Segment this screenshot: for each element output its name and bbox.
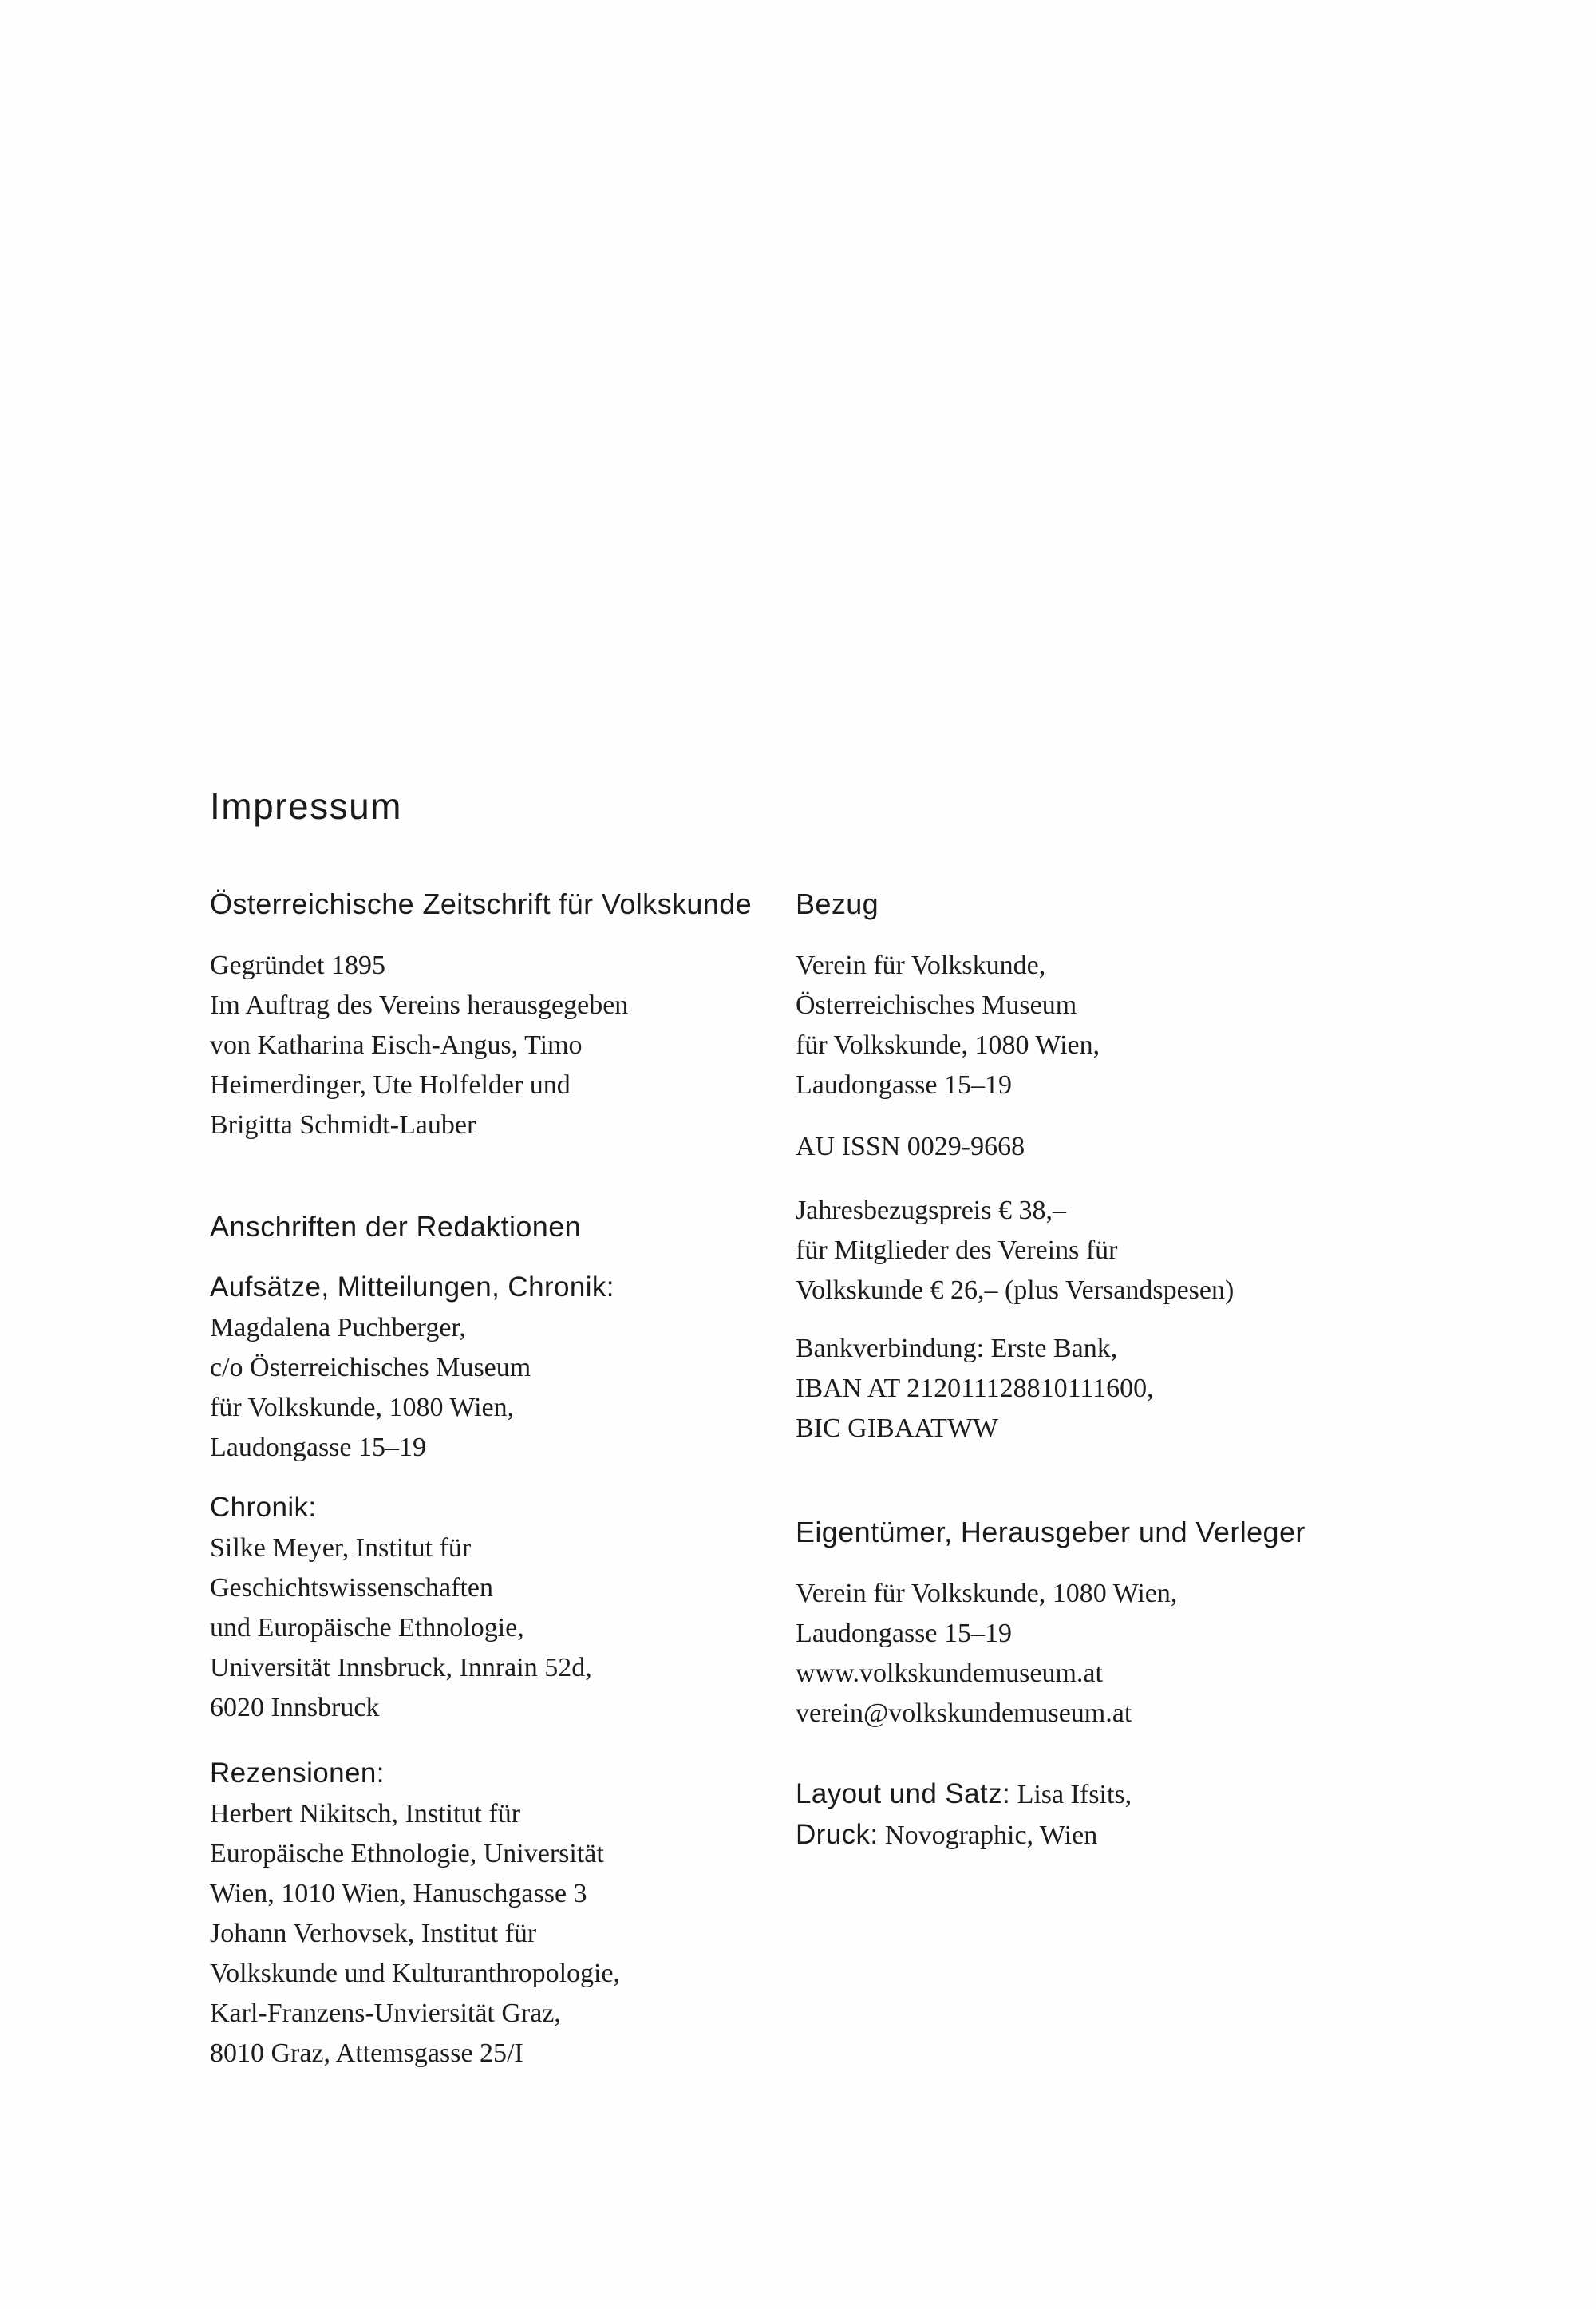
founding-line: Brigitta Schmidt-Lauber xyxy=(210,1110,476,1140)
print-value: Novographic, Wien xyxy=(885,1821,1098,1850)
founding-line: Im Auftrag des Vereins herausgegeben xyxy=(210,990,629,1020)
address-line: Verein für Volkskunde, 1080 Wien, xyxy=(796,1579,1178,1608)
address-line: Magdalena Puchberger, xyxy=(210,1313,466,1342)
address-line: Johann Verhovsek, Institut für xyxy=(210,1919,537,1948)
editorial-addresses-heading: Anschriften der Redaktionen xyxy=(210,1210,582,1243)
website-text: www.volkskundemuseum.at xyxy=(796,1659,1103,1688)
address-line: Geschichtswissenschaften xyxy=(210,1573,494,1603)
address-line: Karl-Franzens-Unviersität Graz, xyxy=(210,1999,561,2028)
price-line: für Mitglieder des Vereins für xyxy=(796,1236,1118,1265)
section-label: Rezensionen: xyxy=(210,1757,385,1789)
email-text: verein@volkskundemuseum.at xyxy=(796,1698,1132,1728)
address-line: Laudongasse 15–19 xyxy=(210,1433,427,1462)
bezug-heading: Bezug xyxy=(796,888,879,920)
address-line: Volkskunde und Kulturanthropologie, xyxy=(210,1959,621,1988)
founding-line: von Katharina Eisch-Angus, Timo xyxy=(210,1030,583,1060)
address-line: und Europäische Ethnologie, xyxy=(210,1613,524,1643)
address-line: Laudongasse 15–19 xyxy=(796,1070,1013,1100)
founding-paragraph xyxy=(210,946,753,1145)
issn-paragraph xyxy=(796,1127,1370,1167)
section-aufsaetze xyxy=(210,1267,753,1468)
founding-line: Gegründet 1895 xyxy=(210,951,386,980)
right-column xyxy=(796,884,1370,1856)
section-label: Chronik: xyxy=(210,1492,317,1523)
print-credit-line xyxy=(796,1815,1370,1856)
bank-line: Bankverbindung: Erste Bank, xyxy=(796,1334,1118,1363)
section-label-line xyxy=(210,1267,753,1308)
address-line: Verein für Volkskunde, xyxy=(796,951,1046,980)
address-line: Laudongasse 15–19 xyxy=(796,1619,1013,1648)
address-line: c/o Österreichisches Museum xyxy=(210,1353,531,1382)
section-label-line xyxy=(210,1753,753,1794)
layout-value: Lisa Ifsits, xyxy=(1017,1780,1132,1809)
publisher-address xyxy=(796,1574,1370,1734)
bank-line: IBAN AT 212011128810111600, xyxy=(796,1374,1154,1403)
address-line: 8010 Graz, Attemsgasse 25/I xyxy=(210,2038,523,2068)
section-rezensionen xyxy=(210,1753,753,2074)
issn-line: AU ISSN 0029-9668 xyxy=(796,1132,1025,1161)
address-line: Universität Innsbruck, Innrain 52d, xyxy=(210,1653,592,1682)
section-label: Aufsätze, Mitteilungen, Chronik: xyxy=(210,1271,614,1303)
address-line: Europäische Ethnologie, Universität xyxy=(210,1839,604,1868)
layout-credit-line xyxy=(796,1774,1370,1815)
address-line: Silke Meyer, Institut für xyxy=(210,1533,472,1563)
address-line: Herbert Nikitsch, Institut für xyxy=(210,1799,521,1829)
publisher-heading: Eigentümer, Herausgeber und Verleger xyxy=(796,1516,1306,1548)
production-credits xyxy=(796,1774,1370,1856)
journal-name-heading: Österreichische Zeitschrift für Volkskunde xyxy=(210,888,753,920)
address-line: Wien, 1010 Wien, Hanuschgasse 3 xyxy=(210,1879,587,1908)
section-label-line xyxy=(210,1488,753,1528)
price-line: Volkskunde € 26,– (plus Versandspesen) xyxy=(796,1275,1235,1305)
address-line: für Volkskunde, 1080 Wien, xyxy=(210,1393,515,1422)
print-label: Druck: xyxy=(796,1819,879,1850)
layout-label: Layout und Satz: xyxy=(796,1778,1011,1809)
bezug-address xyxy=(796,946,1370,1105)
address-line: Österreichisches Museum xyxy=(796,990,1077,1020)
section-chronik xyxy=(210,1488,753,1728)
page-title: Impressum xyxy=(210,785,402,827)
left-column xyxy=(210,884,753,2074)
address-line: 6020 Innsbruck xyxy=(210,1693,380,1722)
bank-line: BIC GIBAATWW xyxy=(796,1413,999,1443)
address-line: für Volkskunde, 1080 Wien, xyxy=(796,1030,1100,1060)
subscription-price-paragraph xyxy=(796,1191,1370,1311)
bank-details-paragraph xyxy=(796,1329,1370,1449)
price-line: Jahresbezugspreis € 38,– xyxy=(796,1196,1066,1225)
founding-line: Heimerdinger, Ute Holfelder und xyxy=(210,1070,571,1100)
